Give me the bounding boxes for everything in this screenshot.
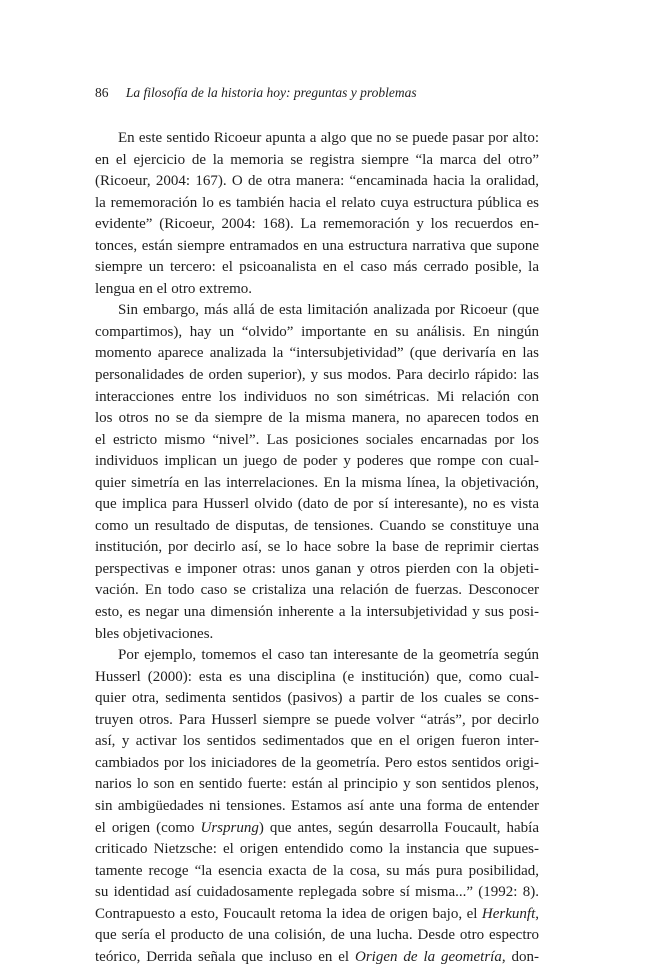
text-line [95,667,539,689]
text-segment: como un resultado de disputas, de tensiones. Cuando se constituye una [95,517,539,534]
text-segment: la rememoración lo es también hacia el relato cuya estructura pública es [95,194,539,211]
text-line [95,494,539,516]
text-segment: Sin embargo, más allá de esta limitación analizada por Ricoeur (que [118,302,539,319]
text-line [95,861,539,883]
text-line [95,214,539,236]
text-line [95,322,539,344]
text-line [95,236,539,258]
text-segment: cambiados por los iniciadores de la geometría. Pero estos sentidos origi- [95,754,539,771]
text-segment: (Ricoeur, 2004: 167). O de otra manera: “encaminada hacia la oralidad, [95,173,539,190]
text-line [95,257,539,279]
text-line [95,171,539,193]
text-line [95,150,539,172]
text-segment: Por ejemplo, tomemos el caso tan interesante de la geometría según [118,647,539,664]
page-number: 86 [95,85,109,100]
italic-term: Ursprung [200,819,259,836]
running-title: La filosofía de la historia hoy: preguntas y problemas [125,85,417,100]
text-line [95,300,539,322]
text-line [95,279,539,301]
italic-term: Herkunft [481,905,536,922]
text-line [95,343,539,365]
text-segment: perspectivas e imponer otras: unos ganan y otros pierden con la objeti- [95,560,539,577]
text-segment: , [535,905,539,922]
text-segment: , don- [501,948,539,965]
text-segment: así, y activar los sentidos sedimentados que en el origen fueron inter- [95,733,539,750]
text-line [95,753,539,775]
text-segment: tonces, están siempre entramados en una estructura narrativa que supone [95,237,539,254]
text-segment: sin ambigüedades ni tensiones. Estamos así ante una forma de entender [95,797,539,814]
text-segment: quier simetría en las interrelaciones. En la misma línea, la objetivación, [95,474,539,491]
text-segment: momento aparece analizada la “intersubjetividad” (que derivaría en las [95,345,539,362]
text-segment: quier otra, sedimenta sentidos (pasivos) a partir de los cuales se cons- [95,690,539,707]
text-segment: Husserl (2000): esta es una disciplina (e institución) que, como cual- [95,668,539,685]
text-line [95,688,539,710]
text-line [95,430,539,452]
text-segment: criticado Nietzsche: el origen entendido como la instancia que supues- [95,841,539,858]
text-line [95,602,539,624]
text-segment: tamente recoge “la esencia exacta de la cosa, su más pura posibilidad, [95,862,539,879]
text-segment: Contrapuesto a esto, Foucault retoma la idea de origen bajo, el [95,905,482,922]
text-segment: truyen otros. Para Husserl siempre se puede volver “atrás”, por decirlo [95,711,539,728]
text-line [95,408,539,430]
text-line [95,818,539,840]
text-segment: lengua en el otro extremo. [95,280,253,297]
text-segment: los otros no se da siempre de la misma manera, no aparecen todos en [95,410,539,427]
text-line [95,904,539,926]
text-segment: teórico, Derrida señala que incluso en el [95,948,355,965]
text-segment: siempre un tercero: el psicoanalista en el caso más cerrado posible, la [95,259,539,276]
text-line [95,451,539,473]
text-segment: el estricto mismo “nivel”. Las posiciones sociales encarnadas por los [95,431,539,448]
text-segment: su identidad así cuidadosamente replegada sobre sí misma...” (1992: 8). [95,884,539,901]
text-line [95,882,539,904]
text-line [95,731,539,753]
text-line [95,473,539,495]
text-segment: compartimos), hay un “olvido” importante en su análisis. En ningún [95,323,539,340]
text-segment: en el ejercicio de la memoria se registra siempre “la marca del otro” [95,151,539,168]
text-segment: que implica para Husserl olvido (dato de por sí interesante), no es vista [95,496,539,513]
text-line [95,774,539,796]
text-segment: que sería el producto de una colisión, de una lucha. Desde otro espectro [95,927,539,944]
text-line [95,925,539,947]
text-line [95,710,539,732]
text-line [95,580,539,602]
text-line [95,193,539,215]
text-line [95,947,539,968]
text-segment: interacciones entre los individuos no son simétricas. Mi relación con [95,388,539,405]
text-line [95,128,539,150]
text-line [95,559,539,581]
text-segment: el origen (como [95,819,201,836]
text-segment: esto, es negar una dimensión inherente a la intersubjetividad y sus posi- [95,604,539,621]
italic-term: Origen de la geometría [354,948,502,965]
text-line [95,365,539,387]
text-line [95,537,539,559]
text-segment: En este sentido Ricoeur apunta a algo que no se puede pasar por alto: [118,130,539,146]
text-line [95,839,539,861]
text-segment: bles objetivaciones. [95,625,214,642]
running-head [95,84,417,102]
text-line [95,645,539,667]
text-line [95,624,539,646]
text-segment: evidente” (Ricoeur, 2004: 168). La rememoración y los recuerdos en- [95,216,539,233]
text-line [95,387,539,409]
text-segment: vación. En todo caso se cristaliza una relación de fuerzas. Desconocer [95,582,539,599]
text-segment: narios lo son en sentido fuerte: están al principio y son sentidos plenos, [95,776,539,793]
text-line [95,796,539,818]
body-text [95,128,539,968]
text-segment: individuos implican un juego de poder y poderes que rompe con cual- [95,453,539,470]
text-line [95,516,539,538]
text-segment: institución, por decirlo así, se lo hace sobre la base de reprimir ciertas [95,539,539,556]
text-segment: personalidades de orden superior), y sus modos. Para decirlo rápido: las [95,367,539,384]
text-segment: ) que antes, según desarrolla Foucault, había [258,819,539,836]
